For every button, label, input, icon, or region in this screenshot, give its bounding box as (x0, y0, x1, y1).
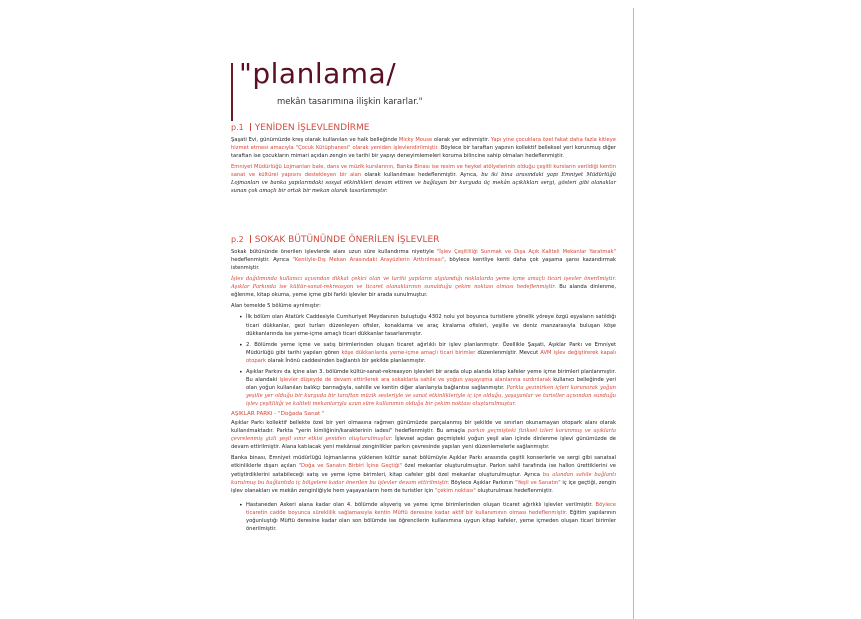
section-2-heading (231, 235, 616, 245)
text-run: AVM işlev değiştirerek kapalı otopark (246, 349, 616, 364)
text-run: İlk bölüm olan Atatürk Caddesiyle Cumhuriyet Meydanının buluştuğu 4302 nolu yol boyunca turistlere yönelik yöreye özgü eşyaların satıldığı ticari dükkanlar, gezi turları düzenleyen ofisler, konaklama ve araç kiralama ofisleri, yeşille ve deniz manzarasıyla buluşan köşe dükkanlarında ise yeme-içme amaçlı ticari dükkanlar tasarlanmıştır. (246, 314, 616, 337)
list-item (239, 368, 616, 408)
section-1-paragraph (231, 136, 616, 160)
text-run: Böylece Aşıklar Parkının (449, 479, 515, 486)
text-run: Sokak bütününde önerilen işlevlerde alanı uzun süre kullandırma niyetiyle (231, 249, 437, 255)
text-run: Parkta gezinirken içleri korunarak yoğun yeşille yer olduğu bir kurguda bir taraftan müzik sesleriyle ve sanat etkinlikleriyle iç içe olduğu, yaşayanlar ve turistler açısından sunduğu işlev çeşitliliği ve kaliteli mekanlarıyla uzun süre kullanımın olduğu bir çekim noktası oluşturulmuştur. (246, 384, 616, 408)
list-item (239, 341, 616, 365)
bullet-list (231, 501, 616, 533)
text-run: Hastaneden Askeri alana kadar olan 4. bölümde alışveriş ve yeme içme birimlerinden oluşan ticaret ağırlıklı işlevler verilmiştir. (246, 501, 596, 508)
text-run: Micky Mouse (398, 137, 433, 143)
page-subtitle: mekân tasarımına ilişkin kararlar." (277, 97, 423, 107)
text-run: kullanıcı belleğinde yeri olan yoğun kullanılan balıkçı barınağıyla, sahille ve kentin diğer alanlarıyla bağlantısı sağlanmıştır. (246, 376, 616, 391)
text-run: "Doğa ve Sanatın Birbiri İçine Geçtiği" (298, 463, 402, 470)
text-run: bu iki bina arasındaki yapı Emniyet Müdürlüğü Lojmanları ve banka yapılarındaki sosyal etkinlikleri devam ettiren ve bağlayan bir kurguda üç mekân açıklıkları sergi, gösteri gibi olanaklar sunan çok amaçlı bir ortak bir mekan olarak tasarlanmıştır. (231, 172, 616, 195)
text-run: Böylece ticaretin cadde boyunca süreklilik sağlamasıyla kentin Müftü deresine kadar aktif bir kullanımının olması hedeflenmiştir. (246, 501, 616, 516)
section-2-number: p.2 (231, 235, 244, 244)
section-2-paragraph (231, 419, 616, 451)
text-run: Emniyet Müdürlüğü Lojmanları bale, dans ve müzik kurslarının, Banka Binası ise resim ve heykel atölyelerinin olduğu çeşitli kursların verildiği kentin sanat ve kültürel yapısını destekleyen bir alan (231, 164, 616, 179)
section-1 (231, 123, 616, 198)
section-1-paragraph (231, 163, 616, 195)
page-title: "planlama/ (239, 57, 397, 90)
text-run: bu alandan sahile bağlantı kurulmuş bu bağlantıda iç bölgelere kadar önerilen bu işlevler devam ettirilmiştir. (231, 471, 616, 486)
text-run: "Kentiyle-Dış Mekan Arasındaki Arayüzlerin Arttırılması" (292, 257, 445, 264)
page-edge-line (633, 8, 634, 619)
section-2-paragraph: Alan temelde 5 bölüme ayrılmıştır: (231, 303, 321, 310)
text-run: işlevler düşeyde de devam ettirilerek ara sokaklarla sahile ve yoğun yaşayışma alanlarına sızdırılarak (279, 376, 551, 383)
text-run: özel mekanlar oluşturulmuştur. Parkın sahil tarafında ise halkın ürettiklerini ve yetiştirdiklerini satabileceği satış ve yeme içme birimleri, kitap cafeler gibi özel mekanlar oluşturulmuştur. Ayrıca (231, 463, 616, 478)
text-run: Aşıklar Parkı kollektif bellekte özel bir yeri olmasına rağmen günümüzde parçalanmış bir şekilde ve sınırları okunamayan otopark alanı olarak kullanılmaktadır. Parkta "yerin kimliğinin/karakterinin iadesi" hedeflenmiştir. Bu amaçla (231, 420, 616, 435)
text-run: 2. Bölümde yeme içme ve satış birimlerinden oluşan ticaret ağırlıklı bir işlev planlanmıştır. Özellikle Şaşati, Aşıklar Parkı ve Emniyet Müdürlüğü gibi tarihi yapıları gören (246, 341, 616, 356)
title-accent-bar (231, 63, 233, 121)
text-run: "İşlev Çeşitliliği Sunmak ve Dışa Açık Kaliteli Mekanlar Yaratmak" (436, 249, 616, 255)
text-run: iç içe geçtiği, zengin işlev olanakları ve mekân zenginliğiyle hem yaşayanların hem de turistler için (231, 479, 616, 494)
text-run: köşe dükkanlarda yeme-içme amaçlı ticari birimler (341, 349, 476, 356)
section-1-title: YENİDEN İŞLEVLENDİRME (254, 123, 370, 133)
text-run: Bu alanda dinlenme, eğlenme, kitap okuma, yeme içme gibi farklı işlevler bir arada sunulmuştur. (231, 284, 616, 299)
text-run: , böylece kentliye kenti daha çok yaşama şansı kazandırmak istenmiştir. (231, 257, 617, 272)
bullet-list (231, 313, 616, 408)
text-run: Aşıklar Parkını da içine alan 3. bölümde kültür-sanat-rekreasyon işlevleri bir arada olup alanda kitap kafeler yeme içme birimleri planlanmıştır. Bu alandaki (246, 368, 616, 383)
section-2 (231, 235, 616, 536)
text-run: Eğitim yapılarının yoğunluştığı Müftü deresine kadar olan son bölümde ise öğrencilerin kullanımına uygun kitap kafeler, yeme içmeden oluşan ticari birimler önerilmiştir. (246, 509, 616, 532)
text-run: olarak yer edinmiştir. (432, 137, 491, 143)
text-run: parkın geçmişteki fiziksel izleri korunmuş ve aşıklarla çevrelenmiş gizli yeşil sınır etkisi yeniden oluşturulmuştur. (231, 428, 616, 443)
section-2-paragraph (231, 248, 616, 272)
text-run: İşlevsel açıdan geçmişteki yoğun yeşil alan içinde dinlenme işlevi günümüzde de devam ettirilmiştir. Alana katılacak yeni mekânsal zenginlikler parkın çevresinde yapılan yeni düzenlemelerle sağlanmıştır. (231, 436, 616, 451)
text-run: Yapı yine çocuklara özel fakat daha fazla kitleye hizmet etmesi amacıyla "Çocuk Kütüphanesi" olarak yeniden işlevlendirilmiştir. (231, 137, 616, 152)
text-run: olarak kullanılması hedeflenmiştir. Ayrıca, (361, 172, 482, 179)
section-2-title: SOKAK BÜTÜNÜNDE ÖNERİLEN İŞLEVLER (254, 235, 440, 245)
text-run: Banka binası, Emniyet müdürlüğü lojmanlarına yüklenen kültür sanat bölümüyle Aşıklar Parkı arasında çeşitli konserlerle ve sergi gibi sanatsal etkinliklerle dışarı açılan (231, 455, 616, 470)
text-run: düzenlenmiştir. Mevcut (475, 349, 541, 356)
text-run: İşlev dağılımında kullanıcı açısından dikkat çekici olan ve tarihi yapıların algılandığı noktalarda yeme içme amaçlı ticari işevler önerilmiştir. Aşıklar Parkında ise kültür-sanat-rekreasyon ve ticaret olanaklarının sunulduğu çekim noktası olması hedeflenmiştir. (231, 276, 616, 291)
text-run: hedeflenmiştir. Ayrıca (231, 257, 293, 264)
text-run: Böylece bir taraftan yapının kollektif belleksel yeri korunmuş diğer taraftan ise çocukların mimari açıdan zengin ve tarihi bir yapıyı deneyimlemeleri koruma bilincine sahip olmaları hedeflenmiştir. (231, 145, 616, 160)
section-1-heading (231, 123, 616, 133)
subsection-heading: AŞIKLAR PARKI - "Doğada Sanat " (231, 411, 325, 418)
text-run: Şaşati Evi, günümüzde kreş olarak kullanılan ve halk belleğinde (231, 137, 399, 143)
section-1-number: p.1 (231, 123, 244, 132)
section-2-paragraph (231, 454, 616, 494)
text-run: "Yeşil ve Sanatın" (515, 479, 561, 486)
section-2-paragraph (231, 275, 616, 299)
list-item (239, 313, 616, 337)
text-run: olarak İnönü caddesinden bağlantılı bir şekilde planlanmıştır. (266, 357, 426, 364)
text-run: "çekim noktası" (435, 487, 476, 494)
text-run: oluşturulması hedeflenmiştir. (475, 487, 553, 494)
list-item (239, 501, 616, 533)
